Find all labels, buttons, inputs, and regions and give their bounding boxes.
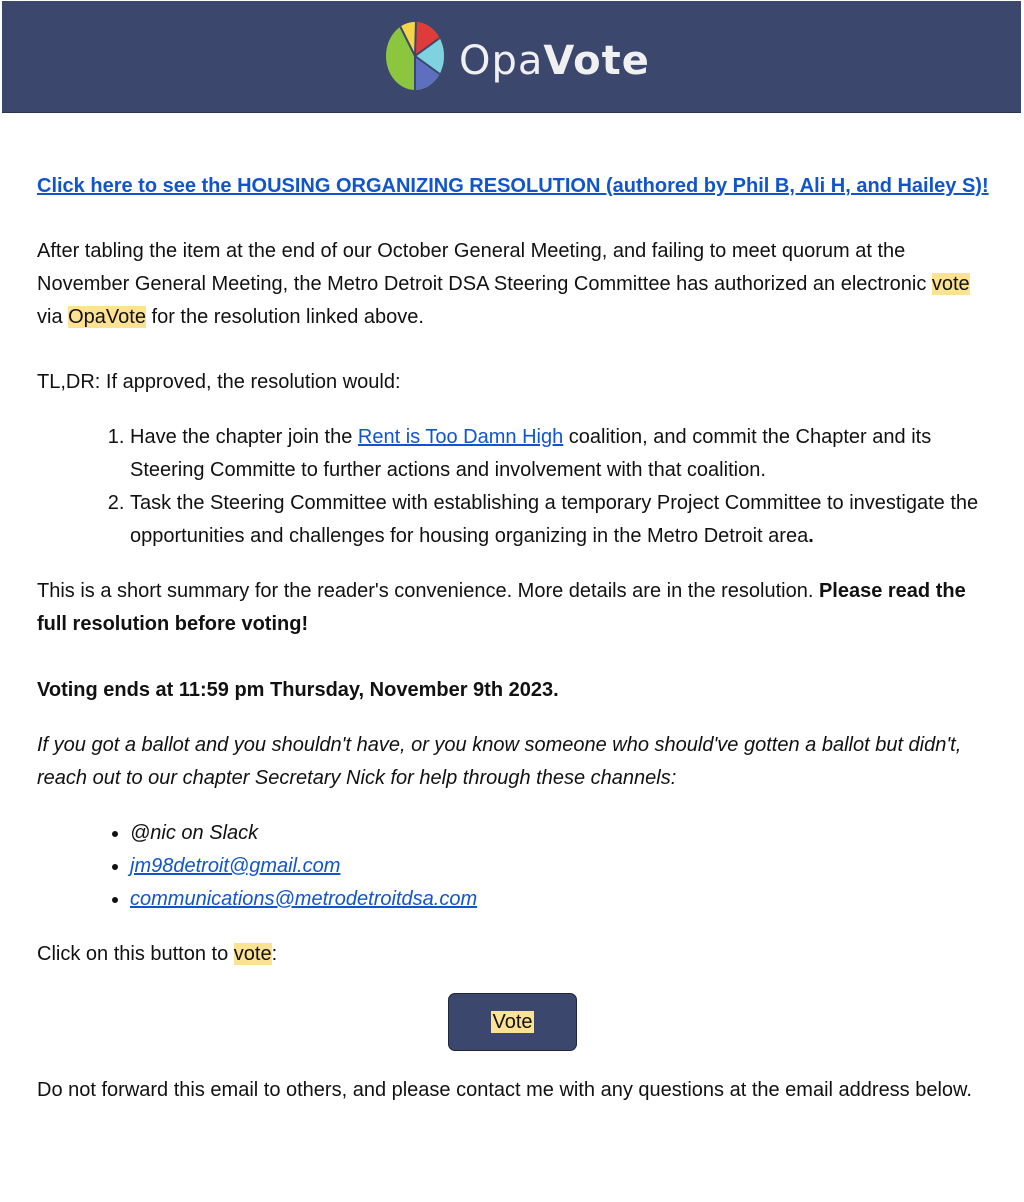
prompt-text: : [271,943,278,965]
highlight-vote: vote [233,943,272,965]
opavote-wordmark [459,39,650,83]
slack-handle: @nic on Slack [130,822,259,844]
summary-bold-text: Please read the full resolution before voting! [37,580,966,635]
list-item-text: Have the chapter join the [130,426,358,448]
opavote-logo [386,17,650,93]
summary-paragraph [37,575,997,641]
highlight-vote: vote [931,273,970,295]
resolution-list [37,421,997,553]
opavote-header [2,1,1021,113]
intro-text: for the resolution linked above. [145,306,424,328]
communications-email-link[interactable]: communications@metrodetroitdsa.com [130,888,478,910]
vote-button[interactable] [448,993,577,1051]
rent-too-high-link[interactable]: Rent is Too Damn High [357,426,564,448]
list-item-text: Task the Steering Committee with establishing a temporary Project Committee to investigate the opportunities and challenges for housing organizing in the Metro Detroit area [130,492,979,547]
ballot-note: If you got a ballot and you shouldn't have, or you know someone who should've gotten a ballot but didn't, reach out to our chapter Secretary Nick for help through these channels: [37,734,962,789]
list-item [130,817,997,850]
logo-text-vote: Vote [543,38,650,84]
gmail-link[interactable]: jm98detroit@gmail.com [130,855,341,877]
highlight-opavote: OpaVote [68,306,146,328]
intro-paragraph [37,235,997,334]
opavote-pie-logo-icon [386,20,448,92]
list-item-end: . [808,525,814,547]
footer-note: Do not forward this email to others, and please contact me with any questions at the email address below. [37,1079,972,1101]
resolution-link[interactable]: Click here to see the HOUSING ORGANIZING RESOLUTION (authored by Phil B, Ali H, and Hailey S)! [37,175,989,197]
list-item [130,883,997,916]
list-item [130,421,997,487]
list-item [130,850,997,883]
intro-text: via [37,306,69,328]
email-body [37,170,997,1107]
vote-button-label: Vote [492,1011,533,1033]
summary-text: This is a short summary for the reader's convenience. More details are in the resolution. [37,580,819,602]
intro-text: After tabling the item at the end of our October General Meeting, and failing to meet quorum at the November General Meeting, the Metro Detroit DSA Steering Committee has authorized an electronic [37,240,932,295]
voting-deadline: Voting ends at 11:59 pm Thursday, November 9th 2023. [37,679,559,701]
tldr-text: TL,DR: If approved, the resolution would: [37,371,401,393]
vote-button-wrapper [37,993,997,1051]
contact-channels-list [37,817,997,916]
prompt-text: Click on this button to [37,943,234,965]
list-item [130,487,997,553]
click-prompt [37,938,997,971]
logo-text-opa: Opa [459,38,544,84]
list-item-text: coalition, and commit the Chapter and its Steering Committe to further actions and involvement with that coalition. [130,426,932,481]
